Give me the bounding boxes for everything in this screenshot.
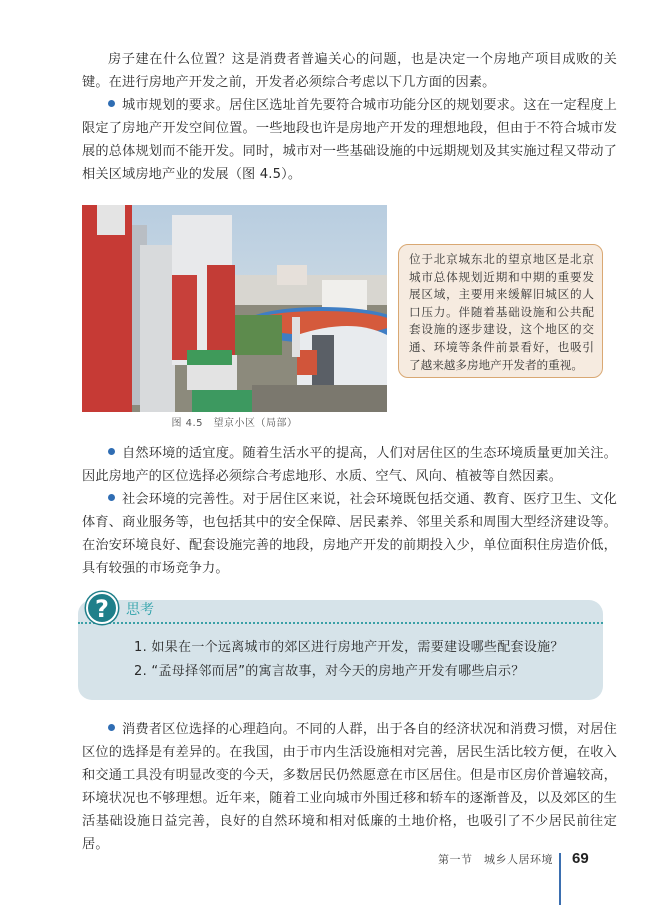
- page-number: 69: [572, 850, 589, 867]
- think-box-title: 思考: [126, 602, 154, 618]
- urban-planning-text: 城市规划的要求。居住区选址首先要符合城市功能分区的规划要求。这在一定程度上限定了房地产开发空间位置。一些地段也许是房地产开发的理想地段，但由于不符合城市发展的总体规划而不能开发。同时，城市对一些基础设施的中远期规划及其实施过程又带动了相关区域房地产业的发展（图 4.5）。: [82, 98, 617, 182]
- think-question-2: 2. “孟母择邻而居”的寓言故事，对今天的房地产开发有哪些启示？: [134, 664, 525, 679]
- dotted-divider: [78, 622, 603, 624]
- question-mark-icon: ?: [86, 592, 118, 624]
- natural-env-text: 自然环境的适宜度。随着生活水平的提高，人们对居住区的生态环境质量更加关注。因此房地产的区位选择必须综合考虑地形、水质、空气、风向、植被等自然因素。: [82, 446, 617, 484]
- bullet-icon: [108, 724, 115, 731]
- intro-paragraph: 房子建在什么位置？这是消费者普遍关心的问题，也是决定一个房地产项目成败的关键。在进行房地产开发之前，开发者必须综合考虑以下几方面的因素。: [82, 52, 617, 90]
- figure-wangjing-photo: [82, 205, 387, 412]
- social-env-paragraph: [82, 488, 617, 580]
- consumer-psych-text: 消费者区位选择的心理趋向。不同的人群，出于各自的经济状况和消费习惯，对居住区位的选择是有差异的。在我国，由于市内生活设施相对完善，居民生活比较方便，在收入和交通工具没有明显改变的今天，多数居民仍然愿意在市区居住。但是市区房价普遍较高，环境状况也不够理想。近年来，随着工业向城市外围迁移和轿车的逐渐普及，以及郊区的生活基础设施日益完善，良好的自然环境和相对低廉的土地价格，也吸引了不少居民前往定居。: [82, 722, 617, 852]
- natural-env-paragraph: [82, 442, 617, 488]
- figure-caption: 图 4.5 望京小区（局部）: [171, 418, 298, 429]
- photo-illustration: [82, 205, 387, 412]
- footer-divider: [559, 853, 561, 905]
- bullet-icon: [108, 448, 115, 455]
- bullet-icon: [108, 100, 115, 107]
- side-note-box: 位于北京城东北的望京地区是北京城市总体规划近期和中期的重要发展区域，主要用来缓解旧城区的人口压力。伴随着基础设施和公共配套设施的逐步建设，这个地区的交通、环境等条件前景看好，也吸引了越来越多房地产开发者的重视。: [398, 244, 603, 378]
- bullet-icon: [108, 494, 115, 501]
- footer-section-title: 第一节 城乡人居环境: [438, 853, 553, 866]
- social-env-text: 社会环境的完善性。对于居住区来说，社会环境既包括交通、教育、医疗卫生、文化体育、商业服务等，也包括其中的安全保障、居民素养、邻里关系和周围大型经济建设等。在治安环境良好、配套设施完善的地段，房地产开发的前期投入少，单位面积住房造价低，具有较强的市场竞争力。: [82, 492, 617, 576]
- think-question-1: 1. 如果在一个远离城市的郊区进行房地产开发，需要建设哪些配套设施？: [134, 640, 564, 655]
- urban-planning-paragraph: [82, 94, 617, 186]
- consumer-psych-paragraph: [82, 718, 617, 856]
